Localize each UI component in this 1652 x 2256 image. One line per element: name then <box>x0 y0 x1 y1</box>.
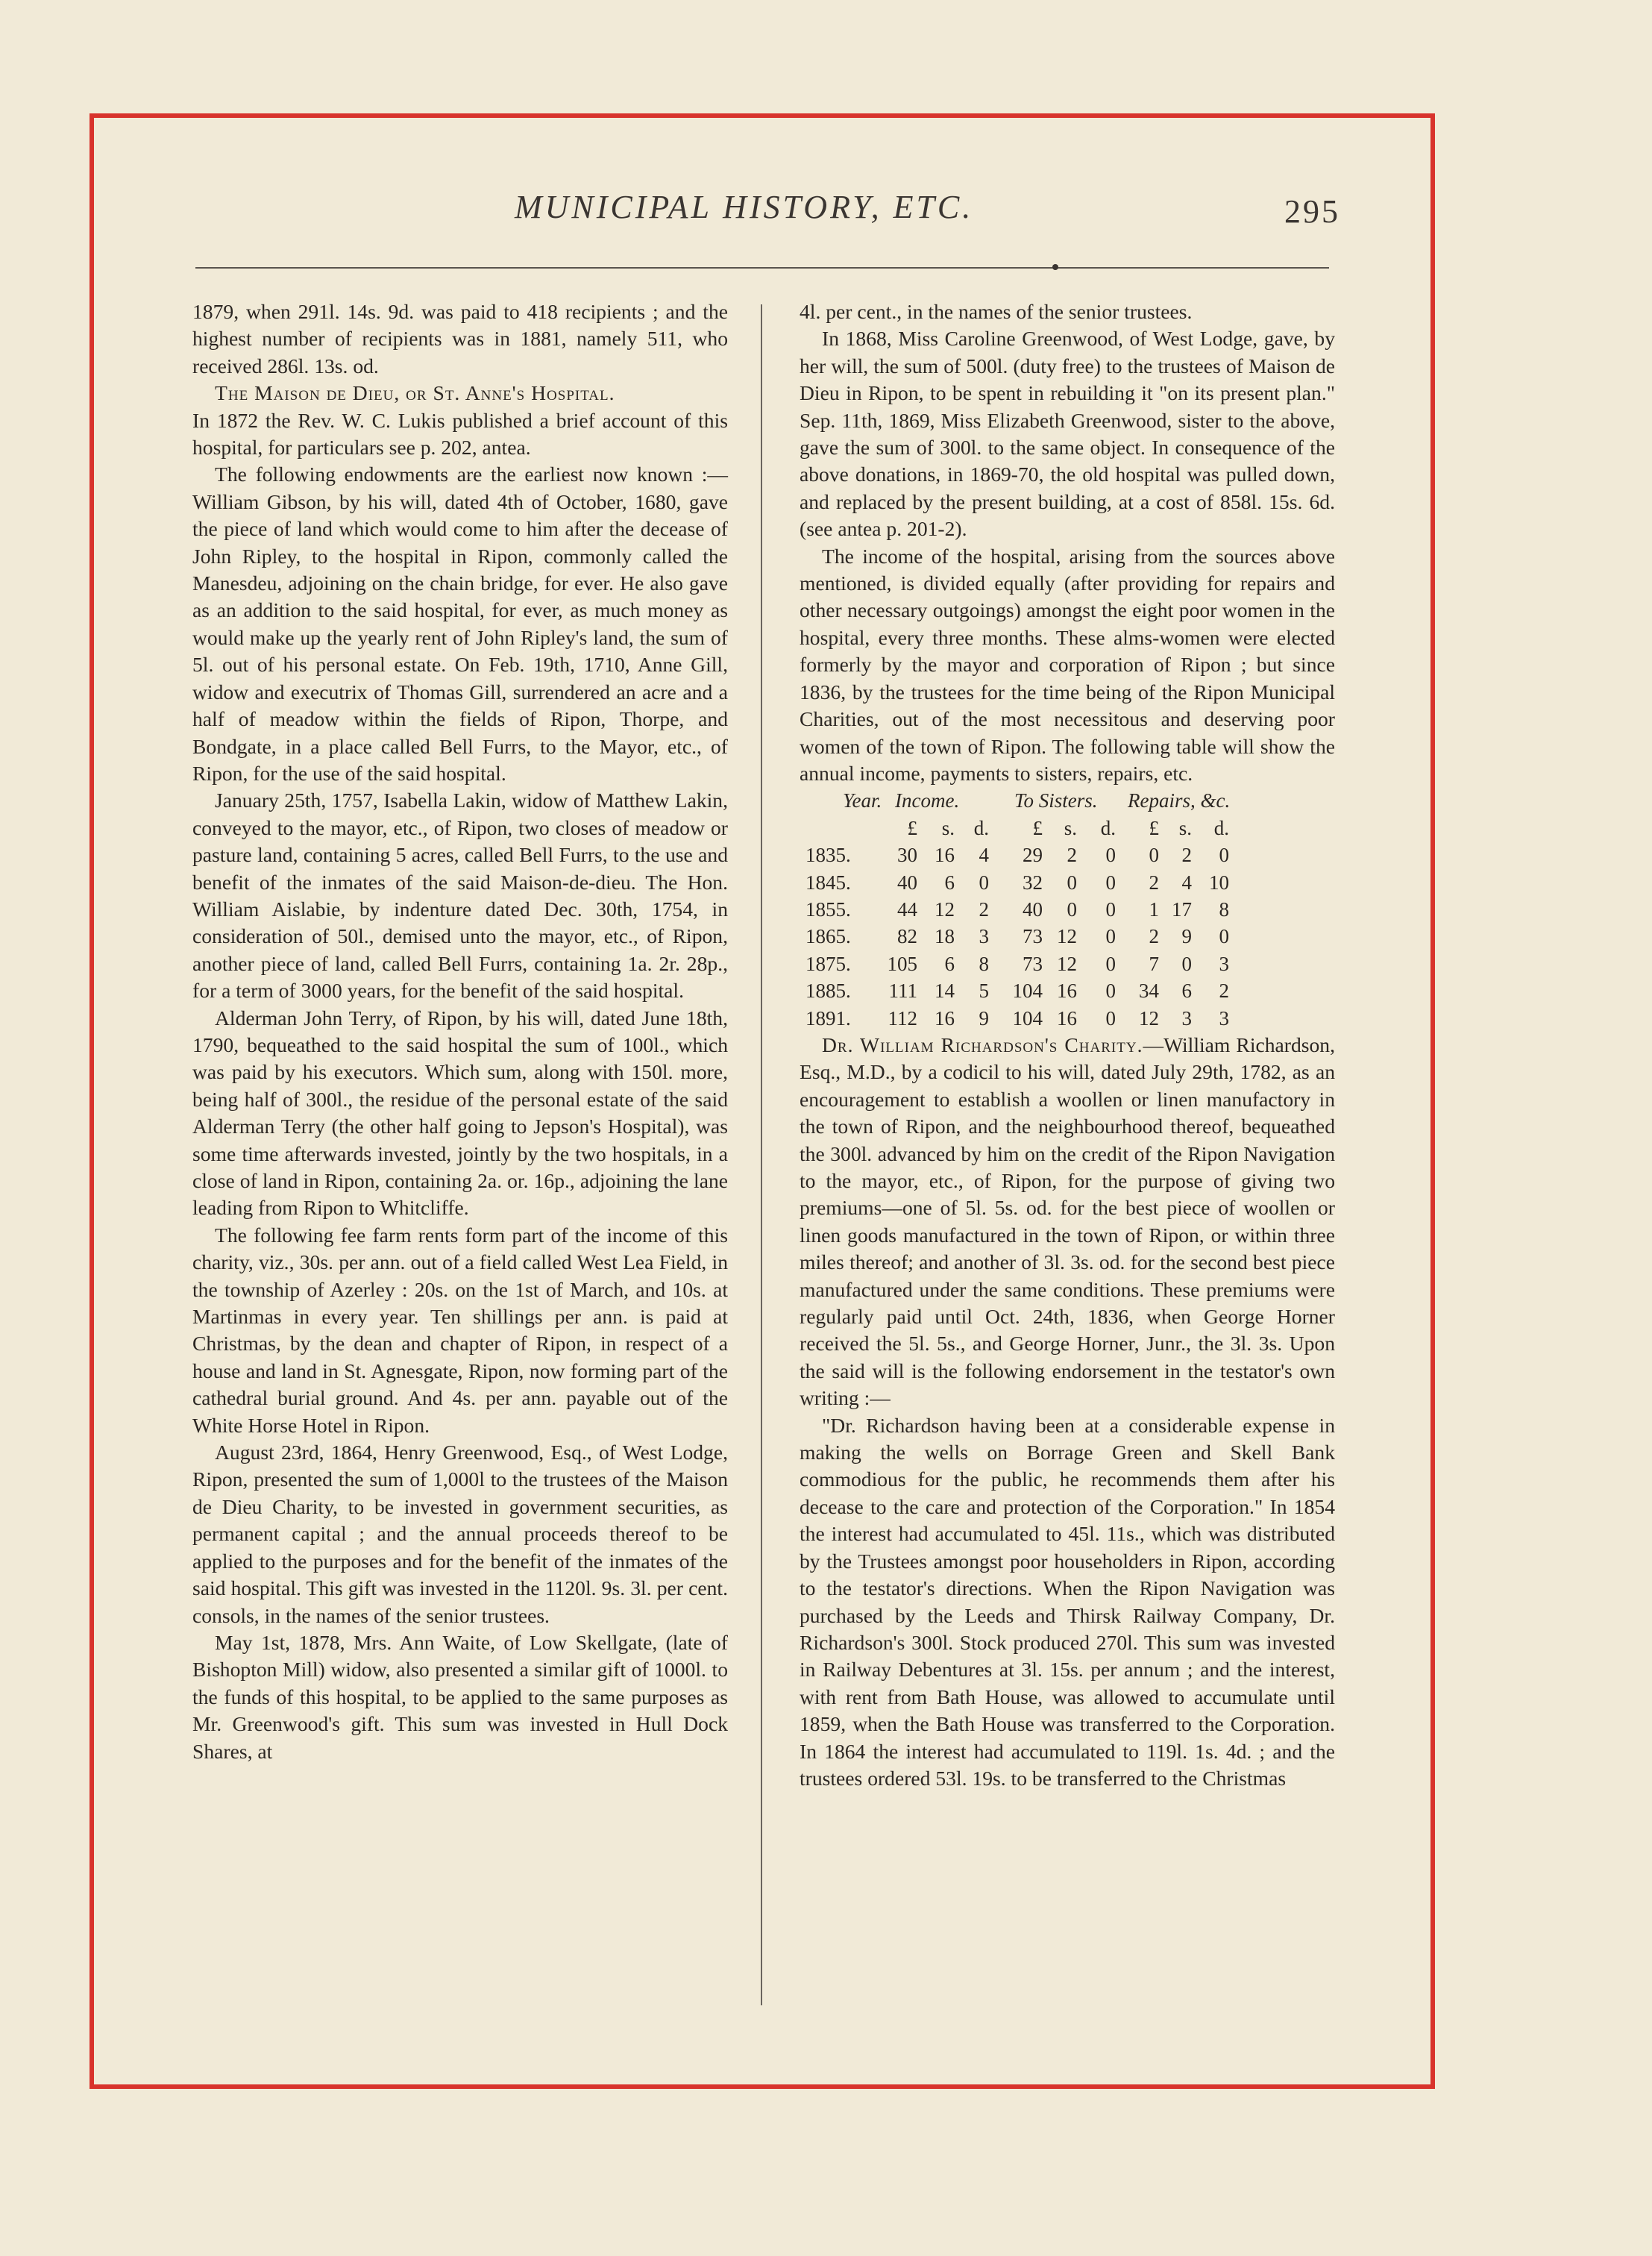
table-cell: 9 <box>1181 925 1192 948</box>
table-cell: 104 <box>1012 1006 1043 1030</box>
table-cell: 0 <box>1105 844 1116 867</box>
paragraph: "Dr. Richardson having been at a considerable expense in making the wells on Borrage Green and Skell Bank commodious for the public, he recommends them after his decease to the care and protection of the Corporation." In 1854 the interest had accumulated to 45l. 11s., which was distributed by the Trustees amongst poor householders in Ripon, according to the testator's directions. When the Ripon Navigation was purchased by the Leeds and Thirsk Railway Company, Dr. Richardson's 300l. Stock produced 270l. This sum was invested in Railway Debentures at 3l. 15s. per annum ; and the interest, with rent from Bath House, was allowed to accumulate until 1859, when the Bath House was transferred to the Corporation. In 1864 the interest had accumulated to 119l. 1s. 4d. ; and the trustees ordered 53l. 19s. to be transferred to the Christmas <box>800 1413 1335 1790</box>
table-cell: 0 <box>1067 897 1077 921</box>
paragraph: 4l. per cent., in the names of the senior trustees. <box>800 300 1193 323</box>
paragraph: In 1872 the Rev. W. C. Lukis published a brief account of this hospital, for particulars see p. 202, antea. <box>192 408 728 460</box>
table-unit: s. <box>1064 816 1077 839</box>
table-cell: 73 <box>1023 952 1043 975</box>
paragraph: Alderman John Terry, of Ripon, by his will, dated June 18th, 1790, bequeathed to the said hospital the sum of 100l., which was paid by his executors. Which sum, along with 150l. more, being half of 300l., the residue of the personal estate of the said Alderman Terry (the other half going to Jepson's Hospital), was some time afterwards invested, jointly by the two hospitals, in a close of land in Ripon, containing 2a. or. 16p., adjoining the lane leading from Ripon to Whitcliffe. <box>192 1006 728 1220</box>
table-header-income: Income. <box>895 789 960 812</box>
paragraph: 1879, when 291l. 14s. 9d. was paid to 418 recipients ; and the highest number of recipients was in 1881, namely 511, who received 286l. 13s. od. <box>192 300 728 377</box>
table-cell: 3 <box>1219 952 1229 975</box>
table-cell: 0 <box>1105 980 1116 1003</box>
table-cell: 2 <box>1149 871 1159 894</box>
table-cell: 16 <box>1057 1006 1077 1030</box>
table-unit: d. <box>1213 816 1229 839</box>
table-cell: 2 <box>1149 925 1159 948</box>
table-cell: 0 <box>1105 897 1116 921</box>
table-cell: 16 <box>935 844 955 867</box>
table-unit <box>805 815 882 842</box>
table-header-year: Year. <box>843 789 882 812</box>
table-cell: 10 <box>1209 871 1229 894</box>
table-row-year: 1845. <box>805 871 851 894</box>
table-cell: 0 <box>1181 952 1192 975</box>
table-cell: 9 <box>979 1006 989 1030</box>
table-cell: 18 <box>935 925 955 948</box>
table-cell: 6 <box>1181 980 1192 1003</box>
table-unit: s. <box>941 816 955 839</box>
paragraph-text: —William Richardson, Esq., M.D., by a codicil to his will, dated July 29th, 1782, as an encouragement to establish a woollen or linen manufactory in the town of Ripon, and the neighbourhood thereof, bequeathed the 300l. advanced by him on the credit of the Ripon Navigation to the mayor, etc., of Ripon, for the purpose of giving two premiums—one of 5l. 5s. od. for the best piece of woollen or linen goods manufactured in the town of Ripon, or within three miles thereof; and another of 3l. 3s. od. for the second best piece manufactured under the same conditions. These premiums were regularly paid until Oct. 24th, 1836, when George Horner received the 5l. 5s., and George Horner, Junr., the 3l. 3s. Upon the said will is the following endorsement in the testator's own writing :— <box>800 1033 1336 1410</box>
table-cell: 12 <box>935 897 955 921</box>
table-cell: 1 <box>1149 897 1159 921</box>
table-unit: d. <box>973 816 989 839</box>
table-cell: 2 <box>1181 844 1192 867</box>
paragraph <box>800 1032 1335 1412</box>
paragraph: In 1868, Miss Caroline Greenwood, of West Lodge, gave, by her will, the sum of 500l. (duty free) to the trustees of Maison de Dieu in Ripon, to be spent in rebuilding it "on its present plan." Sep. 11th, 1869, Miss Elizabeth Greenwood, sister to the above, gave the sum of 300l. to the same object. In consequence of the above donations, in 1869-70, the old hospital was pulled down, and replaced by the present building, at a cost of 858l. 15s. 6d. (see antea p. 201-2). <box>800 327 1335 541</box>
hospital-income-table <box>805 787 1335 1032</box>
table-cell: 73 <box>1023 925 1043 948</box>
table-cell: 3 <box>979 925 989 948</box>
table-cell: 16 <box>1057 980 1077 1003</box>
paragraph: August 23rd, 1864, Henry Greenwood, Esq., of West Lodge, Ripon, presented the sum of 1,000l to the trustees of the Maison de Dieu Charity, to be invested in government securities, as permanent capital ; and the annual proceeds thereof to be applied to the purposes and for the benefit of the inmates of the said hospital. This gift was invested in the 1120l. 9s. 3l. per cent. consols, in the names of the senior trustees. <box>192 1441 728 1627</box>
table-cell: 0 <box>1219 844 1229 867</box>
table-row-year: 1875. <box>805 952 851 975</box>
table-cell: 14 <box>935 980 955 1003</box>
header-rule <box>195 267 1329 269</box>
table-cell: 8 <box>979 952 989 975</box>
table-cell: 5 <box>979 980 989 1003</box>
table-cell: 7 <box>1149 952 1159 975</box>
table-cell: 34 <box>1139 980 1159 1003</box>
table-cell: 8 <box>1219 897 1229 921</box>
table-cell: 4 <box>1181 871 1192 894</box>
table-cell: 17 <box>1172 897 1192 921</box>
table-cell: 2 <box>1219 980 1229 1003</box>
table-cell: 112 <box>888 1006 917 1030</box>
table-row-year: 1885. <box>805 980 851 1003</box>
table-cell: 2 <box>1067 844 1077 867</box>
table-cell: 0 <box>1105 952 1116 975</box>
table-cell: 30 <box>897 844 917 867</box>
table-cell: 16 <box>935 1006 955 1030</box>
header-rule-ornament <box>1052 264 1058 270</box>
table-row-year: 1835. <box>805 844 851 867</box>
table-cell: 3 <box>1181 1006 1192 1030</box>
table-cell: 0 <box>1105 925 1116 948</box>
table-cell: 32 <box>1023 871 1043 894</box>
left-column <box>192 298 728 1765</box>
table-cell: 0 <box>1105 871 1116 894</box>
section-heading-maison-de-dieu: The Maison de Dieu, or St. Anne's Hospital. <box>215 381 615 405</box>
table-cell: 6 <box>944 871 955 894</box>
table-header-to-sisters: To Sisters. <box>1014 789 1098 812</box>
table-header-repairs: Repairs, &c. <box>1128 789 1231 812</box>
table-cell: 44 <box>897 897 917 921</box>
table-cell: 0 <box>979 871 989 894</box>
column-divider <box>761 304 762 2005</box>
table-cell: 3 <box>1219 1006 1229 1030</box>
table-unit: d. <box>1100 816 1116 839</box>
table-cell: 104 <box>1012 980 1043 1003</box>
paragraph: May 1st, 1878, Mrs. Ann Waite, of Low Skellgate, (late of Bishopton Mill) widow, also presented a similar gift of 1000l. to the funds of this hospital, to be applied to the same purposes as Mr. Greenwood's gift. This sum was invested in Hull Dock Shares, at <box>192 1630 728 1763</box>
right-column <box>800 298 1335 1792</box>
table-row-year: 1855. <box>805 897 851 921</box>
table-cell: 12 <box>1057 925 1077 948</box>
table-cell: 82 <box>897 925 917 948</box>
table-unit: £ <box>907 816 917 839</box>
table-cell: 0 <box>1067 871 1077 894</box>
table-cell: 4 <box>979 844 989 867</box>
paragraph: January 25th, 1757, Isabella Lakin, widow of Matthew Lakin, conveyed to the mayor, etc., of Ripon, two closes of meadow or pasture land, containing 5 acres, called Bell Furrs, to the use and benefit of the inmates of the said Maison-de-dieu. The Hon. William Aislabie, by indenture dated Dec. 30th, 1754, in consideration of 50l., demised unto the mayor, etc., of Ripon, another piece of land, called Bell Furrs, containing 1a. 2r. 28p., for a term of 3000 years, for the benefit of the said hospital. <box>192 789 728 1003</box>
table-row-year: 1891. <box>805 1006 851 1030</box>
paragraph: The income of the hospital, arising from the sources above mentioned, is divided equally (after providing for repairs and other necessary outgoings) amongst the eight poor women in the hospital, every three months. These alms-women were elected formerly by the mayor and corporation of Ripon ; but since 1836, by the trustees for the time being of the Ripon Municipal Charities, out of the most necessitous and deserving poor women of the town of Ripon. The following table will show the annual income, payments to sisters, repairs, etc. <box>800 544 1335 785</box>
table-unit: £ <box>1032 816 1043 839</box>
paragraph: The following fee farm rents form part of the income of this charity, viz., 30s. per ann. out of a field called West Lea Field, in the township of Azerley : 20s. on the 1st of March, and 10s. at Martinmas in every year. Ten shillings per ann. is paid at Christmas, by the dean and chapter of Ripon, in respect of a house and land in St. Agnesgate, Ripon, now forming part of the cathedral burial ground. And 4s. per ann. payable out of the White Horse Hotel in Ripon. <box>192 1223 728 1437</box>
table-cell: 40 <box>897 871 917 894</box>
paragraph: The following endowments are the earliest now known :—William Gibson, by his will, dated 4th of October, 1680, gave the piece of land which would come to him after the decease of John Ripley, to the hospital in Ripon, commonly called the Manesdeu, adjoining on the chain bridge, for ever. He also gave as an addition to the said hospital, for ever, as much money as would make up the yearly rent of John Ripley's land, the sum of 5l. out of his personal estate. On Feb. 19th, 1710, Anne Gill, widow and executrix of Thomas Gill, surrendered an acre and a half of meadow within the fields of Ripon, Thorpe, and Bondgate, in a place called Bell Furrs, to the Mayor, etc., of Ripon, for the use of the said hospital. <box>192 463 728 785</box>
table-cell: 29 <box>1023 844 1043 867</box>
table-cell: 6 <box>944 952 955 975</box>
table-cell: 12 <box>1057 952 1077 975</box>
table-unit: £ <box>1149 816 1159 839</box>
table-cell: 0 <box>1105 1006 1116 1030</box>
table-cell: 0 <box>1219 925 1229 948</box>
section-heading-richardson-charity: Dr. William Richardson's Charity. <box>822 1033 1143 1056</box>
table-cell: 40 <box>1023 897 1043 921</box>
table-cell: 111 <box>888 980 917 1003</box>
table-cell: 0 <box>1149 844 1159 867</box>
table-cell: 2 <box>979 897 989 921</box>
page-number: 295 <box>1284 193 1340 230</box>
running-title: MUNICIPAL HISTORY, ETC. <box>515 189 974 225</box>
table-cell: 105 <box>887 952 917 975</box>
table-cell: 12 <box>1139 1006 1159 1030</box>
table-unit: s. <box>1178 816 1192 839</box>
table-row-year: 1865. <box>805 925 851 948</box>
